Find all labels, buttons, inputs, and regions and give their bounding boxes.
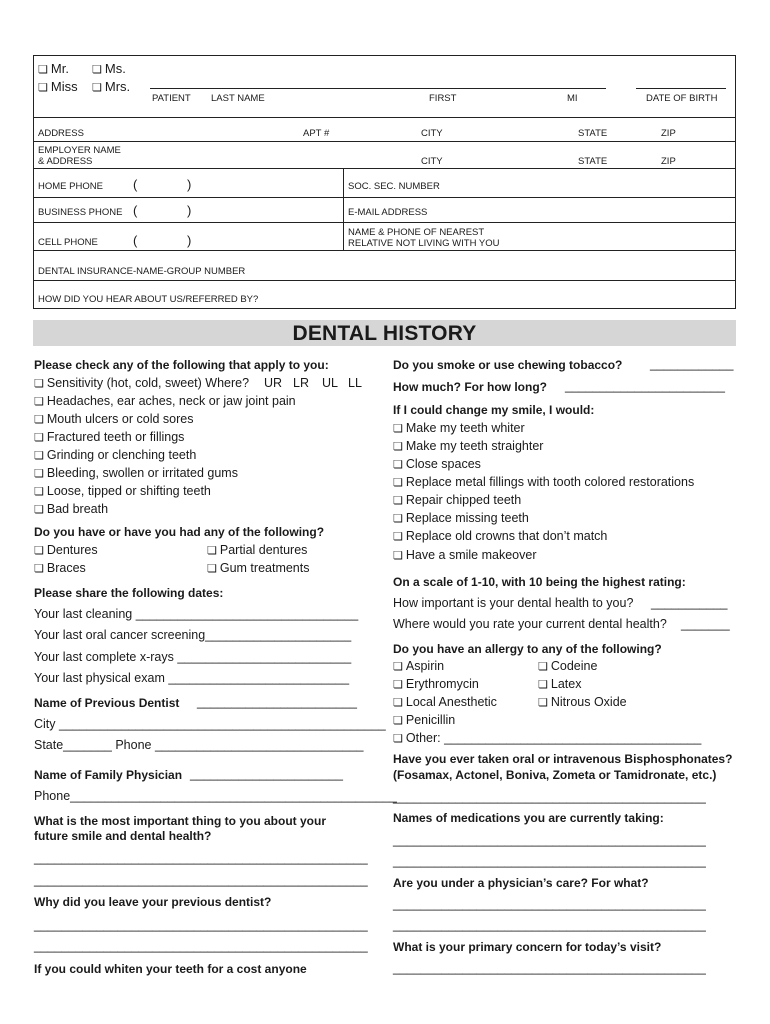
checkbox-icon bbox=[34, 430, 47, 444]
checkbox-icon bbox=[393, 421, 406, 435]
option-label: Partial dentures bbox=[219, 543, 308, 557]
divider bbox=[33, 250, 736, 251]
checkbox-condition[interactable] bbox=[34, 484, 211, 498]
rate-question: Where would you rate your current dental health? bbox=[393, 617, 667, 631]
important-question-cont: future smile and dental health? bbox=[34, 829, 212, 843]
bisphosphonates-examples: (Fosamax, Actonel, Boniva, Zometa or Tamidronate, etc.) bbox=[393, 768, 717, 782]
checkbox-icon bbox=[393, 695, 406, 709]
answer-line[interactable]: _____________________________________________ bbox=[393, 918, 706, 932]
option-label: Make my teeth straighter bbox=[405, 439, 544, 453]
option-label: Bleeding, swollen or irritated gums bbox=[46, 466, 238, 480]
concern-question: What is your primary concern for today’s visit? bbox=[393, 940, 662, 954]
checkbox-smile-option[interactable] bbox=[393, 529, 607, 543]
option-label: Penicillin bbox=[405, 713, 456, 727]
checkbox-local-anesthetic[interactable] bbox=[393, 695, 497, 709]
option-label: Aspirin bbox=[405, 659, 445, 673]
option-label: Sensitivity (hot, cold, sweet) Where? bbox=[46, 376, 250, 390]
answer-line[interactable]: _____________________________________________ bbox=[393, 897, 706, 911]
family-physician-field[interactable]: ______________________ bbox=[190, 767, 343, 781]
option-label: Other: _____________________________________ bbox=[405, 731, 702, 745]
checkbox-icon bbox=[34, 448, 47, 462]
option-label: Mouth ulcers or cold sores bbox=[46, 412, 194, 426]
mi-label: MI bbox=[567, 93, 578, 104]
option-label: Make my teeth whiter bbox=[405, 421, 525, 435]
dentist-state-phone-field[interactable]: State_______ Phone ______________________________ bbox=[34, 738, 364, 752]
checkbox-aspirin[interactable] bbox=[393, 659, 444, 673]
city-label: CITY bbox=[421, 128, 443, 139]
quadrant-lr[interactable]: LR bbox=[293, 376, 309, 390]
relative-label: NAME & PHONE OF NEAREST bbox=[348, 227, 485, 238]
bisphosphonates-question: Have you ever taken oral or intravenous Bisphosphonates? bbox=[393, 752, 733, 766]
salutation-label: Mr. bbox=[50, 61, 69, 76]
smoke-field[interactable]: ____________ bbox=[650, 357, 734, 371]
checkbox-icon bbox=[393, 493, 406, 507]
option-label: Close spaces bbox=[405, 457, 481, 471]
option-label: Replace old crowns that don’t match bbox=[405, 529, 608, 543]
home-phone-field[interactable]: HOME PHONE bbox=[38, 181, 103, 192]
checkbox-icon bbox=[393, 548, 406, 562]
checkbox-icon bbox=[393, 529, 406, 543]
address-field[interactable]: ADDRESS bbox=[38, 128, 84, 139]
state-label: STATE bbox=[578, 128, 608, 139]
checkbox-icon bbox=[393, 713, 406, 727]
paren-close: ) bbox=[187, 177, 192, 192]
family-physician-label: Name of Family Physician bbox=[34, 768, 183, 782]
checkbox-smile-option[interactable] bbox=[393, 439, 543, 453]
previous-dentist-field[interactable]: _______________________ bbox=[197, 695, 357, 709]
checkbox-ms[interactable] bbox=[92, 61, 126, 76]
smoke-question: Do you smoke or use chewing tobacco? bbox=[393, 358, 623, 372]
employer-label: EMPLOYER NAME bbox=[38, 145, 121, 156]
salutation-label: Mrs. bbox=[104, 79, 131, 94]
option-label: Dentures bbox=[46, 543, 98, 557]
importance-field[interactable]: ___________ bbox=[651, 596, 728, 610]
checkbox-condition[interactable] bbox=[34, 430, 184, 444]
checkbox-icon bbox=[34, 561, 47, 575]
important-question: What is the most important thing to you about your bbox=[34, 814, 326, 828]
divider bbox=[33, 280, 736, 281]
cell-phone-field[interactable]: CELL PHONE bbox=[38, 237, 98, 248]
xrays-field[interactable]: Your last complete x-rays _________________________ bbox=[34, 650, 352, 664]
checkbox-condition[interactable] bbox=[34, 448, 196, 462]
checkbox-icon bbox=[538, 695, 551, 709]
checkbox-icon bbox=[34, 543, 47, 557]
checkbox-icon bbox=[34, 484, 47, 498]
checkbox-icon bbox=[92, 79, 105, 94]
checkbox-erythromycin[interactable] bbox=[393, 677, 479, 691]
answer-line[interactable]: _____________________________________________ bbox=[393, 961, 706, 975]
answer-line[interactable]: _____________________________________________ bbox=[393, 833, 706, 847]
option-label: Repair chipped teeth bbox=[405, 493, 522, 507]
quadrant-ur[interactable]: UR bbox=[264, 376, 283, 390]
option-label: Headaches, ear aches, neck or jaw joint pain bbox=[46, 394, 296, 408]
checkbox-dentures[interactable] bbox=[34, 543, 98, 557]
option-label: Grinding or clenching teeth bbox=[46, 448, 197, 462]
checkbox-icon bbox=[393, 677, 406, 691]
checkbox-miss[interactable] bbox=[38, 79, 78, 94]
why-left-question: Why did you leave your previous dentist? bbox=[34, 895, 272, 909]
checkbox-icon bbox=[34, 466, 47, 480]
divider bbox=[33, 117, 736, 118]
check-heading: Please check any of the following that apply to you: bbox=[34, 358, 329, 372]
checkbox-sensitivity[interactable] bbox=[34, 376, 249, 390]
insurance-field[interactable]: DENTAL INSURANCE-NAME-GROUP NUMBER bbox=[38, 266, 246, 277]
checkbox-icon bbox=[92, 61, 105, 76]
divider bbox=[33, 168, 736, 169]
first-label: FIRST bbox=[429, 93, 457, 104]
smile-heading: If I could change my smile, I would: bbox=[393, 403, 595, 417]
answer-line[interactable]: _____________________________________________ bbox=[393, 790, 706, 804]
checkbox-smile-option[interactable] bbox=[393, 511, 529, 525]
importance-question: How important is your dental health to you? bbox=[393, 596, 634, 610]
physical-exam-field[interactable]: Your last physical exam __________________________ bbox=[34, 671, 350, 685]
option-label: Codeine bbox=[550, 659, 598, 673]
previous-dentist-label: Name of Previous Dentist bbox=[34, 696, 180, 710]
option-label: Latex bbox=[550, 677, 582, 691]
answer-line[interactable]: ________________________________________________ bbox=[34, 851, 368, 865]
allergy-heading: Do you have an allergy to any of the following? bbox=[393, 642, 662, 656]
option-label: Replace metal fillings with tooth colored restorations bbox=[405, 475, 695, 489]
physician-care-question: Are you under a physician’s care? For what? bbox=[393, 876, 649, 890]
checkbox-icon bbox=[393, 659, 406, 673]
paren-open: ( bbox=[133, 177, 138, 192]
column-divider bbox=[343, 168, 344, 250]
checkbox-nitrous-oxide[interactable] bbox=[538, 695, 627, 709]
dob-label: DATE OF BIRTH bbox=[646, 93, 718, 104]
option-label: Fractured teeth or fillings bbox=[46, 430, 185, 444]
checkbox-icon bbox=[38, 79, 51, 94]
option-label: Have a smile makeover bbox=[405, 548, 537, 562]
paren-open: ( bbox=[133, 233, 138, 248]
checkbox-icon bbox=[207, 543, 220, 557]
checkbox-condition[interactable] bbox=[34, 466, 238, 480]
employer-city-label: CITY bbox=[421, 156, 443, 167]
employer-zip-label: ZIP bbox=[661, 156, 676, 167]
checkbox-braces[interactable] bbox=[34, 561, 86, 575]
option-label: Bad breath bbox=[46, 502, 109, 516]
last-name-label: LAST NAME bbox=[211, 93, 265, 104]
dates-heading: Please share the following dates: bbox=[34, 586, 224, 600]
option-label: Replace missing teeth bbox=[405, 511, 529, 525]
dob-line[interactable] bbox=[636, 88, 726, 89]
checkbox-icon bbox=[38, 61, 51, 76]
checkbox-mr[interactable] bbox=[38, 61, 69, 76]
relative-field[interactable]: RELATIVE NOT LIVING WITH YOU bbox=[348, 238, 500, 249]
answer-line[interactable]: _____________________________________________ bbox=[393, 854, 706, 868]
how-much-question: How much? For how long? bbox=[393, 380, 547, 394]
how-much-field[interactable]: _______________________ bbox=[565, 379, 725, 393]
checkbox-smile-option[interactable] bbox=[393, 421, 525, 435]
checkbox-icon bbox=[393, 439, 406, 453]
had-heading: Do you have or have you had any of the following? bbox=[34, 525, 325, 539]
option-label: Braces bbox=[46, 561, 86, 575]
checkbox-icon bbox=[393, 731, 406, 745]
checkbox-icon bbox=[207, 561, 220, 575]
oral-cancer-screening-field[interactable]: Your last oral cancer screening_____________________ bbox=[34, 628, 352, 642]
divider bbox=[33, 141, 736, 142]
checkbox-smile-option[interactable] bbox=[393, 493, 521, 507]
section-title: DENTAL HISTORY bbox=[292, 322, 477, 345]
last-cleaning-field[interactable]: Your last cleaning ________________________________ bbox=[34, 607, 359, 621]
referral-field[interactable]: HOW DID YOU HEAR ABOUT US/REFERRED BY? bbox=[38, 294, 259, 305]
option-label: Local Anesthetic bbox=[405, 695, 497, 709]
ssn-field[interactable]: SOC. SEC. NUMBER bbox=[348, 181, 440, 192]
answer-line[interactable]: ________________________________________________ bbox=[34, 939, 368, 953]
checkbox-smile-option[interactable] bbox=[393, 475, 694, 489]
checkbox-icon bbox=[34, 376, 47, 390]
paren-open: ( bbox=[133, 203, 138, 218]
checkbox-penicillin[interactable] bbox=[393, 713, 455, 727]
salutation-label: Ms. bbox=[104, 61, 126, 76]
checkbox-icon bbox=[393, 457, 406, 471]
quadrant-ul[interactable]: UL bbox=[322, 376, 338, 390]
checkbox-gum-treatments[interactable] bbox=[207, 561, 310, 575]
checkbox-smile-option[interactable] bbox=[393, 548, 536, 562]
checkbox-latex[interactable] bbox=[538, 677, 581, 691]
checkbox-icon bbox=[393, 475, 406, 489]
checkbox-codeine[interactable] bbox=[538, 659, 597, 673]
option-label: Nitrous Oxide bbox=[550, 695, 627, 709]
dentist-city-field[interactable]: City _______________________________________________ bbox=[34, 717, 386, 731]
checkbox-icon bbox=[538, 659, 551, 673]
apt-label: APT # bbox=[303, 128, 330, 139]
answer-line[interactable]: ________________________________________________ bbox=[34, 873, 368, 887]
checkbox-partial-dentures[interactable] bbox=[207, 543, 307, 557]
checkbox-condition[interactable] bbox=[34, 502, 108, 516]
checkbox-icon bbox=[34, 412, 47, 426]
answer-line[interactable]: ________________________________________________ bbox=[34, 918, 368, 932]
checkbox-icon bbox=[538, 677, 551, 691]
option-label: Gum treatments bbox=[219, 561, 310, 575]
whiten-question: If you could whiten your teeth for a cost anyone bbox=[34, 962, 307, 976]
business-phone-field[interactable]: BUSINESS PHONE bbox=[38, 207, 123, 218]
divider bbox=[33, 222, 736, 223]
employer-field[interactable]: & ADDRESS bbox=[38, 156, 93, 167]
paren-close: ) bbox=[187, 233, 192, 248]
physician-phone-field[interactable]: Phone_______________________________________________ bbox=[34, 789, 397, 803]
patient-label: PATIENT bbox=[152, 93, 191, 104]
medications-question: Names of medications you are currently taking: bbox=[393, 811, 664, 825]
checkbox-condition[interactable] bbox=[34, 394, 296, 408]
section-banner bbox=[33, 320, 736, 346]
checkbox-condition[interactable] bbox=[34, 412, 193, 426]
zip-label: ZIP bbox=[661, 128, 676, 139]
quadrant-ll[interactable]: LL bbox=[348, 376, 362, 390]
checkbox-icon bbox=[393, 511, 406, 525]
scale-heading: On a scale of 1-10, with 10 being the highest rating: bbox=[393, 575, 686, 589]
option-label: Loose, tipped or shifting teeth bbox=[46, 484, 211, 498]
name-line[interactable] bbox=[150, 88, 606, 89]
checkbox-icon bbox=[34, 394, 47, 408]
option-label: Erythromycin bbox=[405, 677, 479, 691]
checkbox-mrs[interactable] bbox=[92, 79, 130, 94]
employer-state-label: STATE bbox=[578, 156, 608, 167]
divider bbox=[33, 197, 736, 198]
checkbox-other[interactable] bbox=[393, 731, 701, 745]
paren-close: ) bbox=[187, 203, 192, 218]
checkbox-smile-option[interactable] bbox=[393, 457, 481, 471]
rate-field[interactable]: _______ bbox=[681, 617, 730, 631]
salutation-label: Miss bbox=[50, 79, 78, 94]
checkbox-icon bbox=[34, 502, 47, 516]
email-field[interactable]: E-MAIL ADDRESS bbox=[348, 207, 428, 218]
